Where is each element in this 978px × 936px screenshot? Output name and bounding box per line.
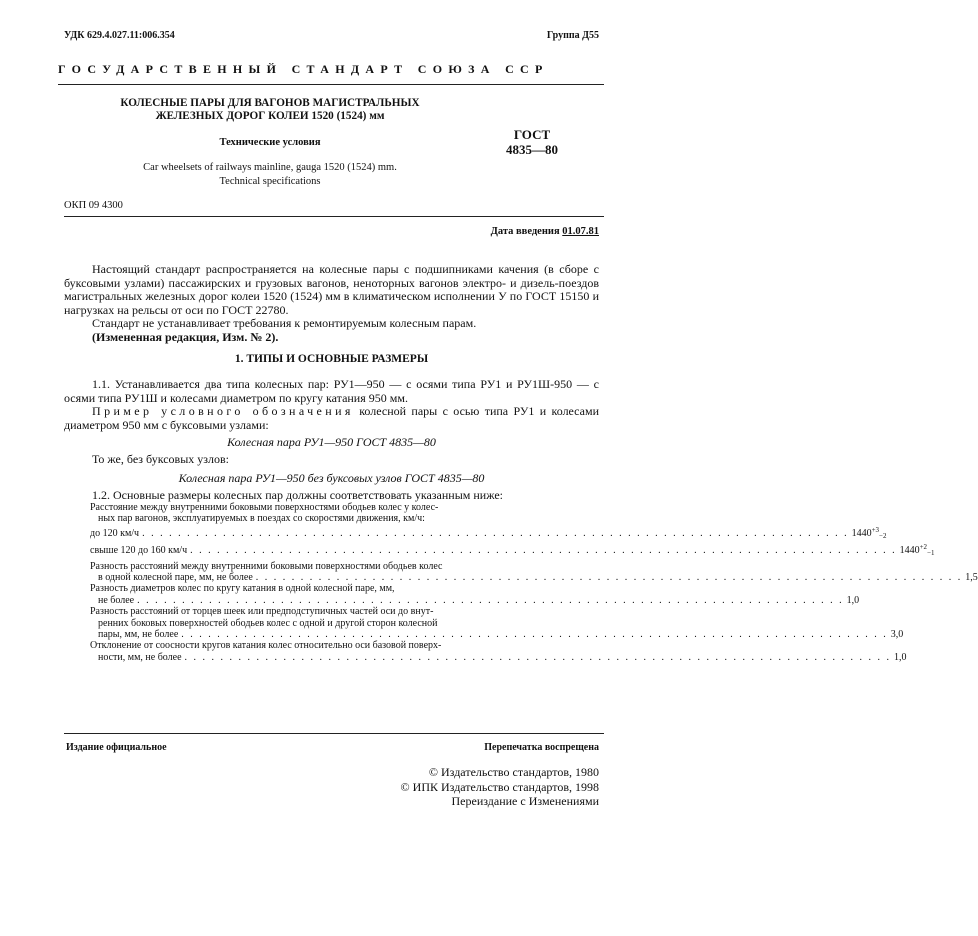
leader-dots: . . . . . . . . . . . . . . . . . . . . . . . . . . . . . . . . . . . . . . . . . . . . . . . . . . . . . . . . . . . . . . . . . . . . . . . . . . . . . . .: [255, 572, 963, 584]
dim-4-row: [90, 629, 904, 641]
english-title: [60, 161, 480, 188]
copyright-block: [299, 765, 599, 809]
intro-block: [64, 263, 599, 345]
designation-example-2: Колесная пара РУ1—950 без буксовых узлов ГОСТ 4835—80: [178, 470, 485, 485]
dim-row-value: 1,0: [846, 594, 860, 606]
dim-row-value: 1,0: [894, 651, 907, 663]
leader-dots: . . . . . . . . . . . . . . . . . . . . . . . . . . . . . . . . . . . . . . . . . . . . . . . . . . . . . . . . . . . . . . . . . . . . . . . . . . . . . . .: [142, 527, 849, 539]
dim-4-line-2: ренних боковых поверхностей ободьев колес с одной и другой сторон колесной: [98, 617, 438, 629]
gost-number: 4835—80: [506, 142, 558, 157]
copyright-1980: © Издательство стандартов, 1980: [428, 765, 599, 779]
okp-divider: [64, 216, 604, 217]
udk-code: УДК 629.4.027.11:006.354: [64, 30, 175, 41]
dim-row-label: пары, мм, не более: [98, 629, 179, 641]
paragraph-1-1: 1.1. Устанавливается два типа колесных пар: РУ1—950 — с осями типа РУ1 и РУ1Ш-950 — с осями типа РУ1Ш и колесами диаметром по кругу катания 950 мм.: [64, 377, 599, 405]
title-line-1: КОЛЕСНЫЕ ПАРЫ ДЛЯ ВАГОНОВ МАГИСТРАЛЬНЫХ: [120, 97, 420, 109]
designation-example-1: Колесная пара РУ1—950 ГОСТ 4835—80: [227, 435, 436, 450]
leader-dots: . . . . . . . . . . . . . . . . . . . . . . . . . . . . . . . . . . . . . . . . . . . . . . . . . . . . . . . . . . . . . . . . . . . . . . . . . . . . . . .: [184, 651, 892, 663]
dim-row-label: не более: [98, 594, 135, 606]
top-divider: [58, 84, 604, 85]
dim-row-value: $1440^{+2}_{-1}$: [899, 543, 935, 558]
dim-3-row: [90, 594, 860, 606]
leader-dots: . . . . . . . . . . . . . . . . . . . . . . . . . . . . . . . . . . . . . . . . . . . . . . . . . . . . . . . . . . . . . . . . . . . . . . . . . . . . . . .: [190, 545, 897, 557]
dim-3-line-1: Разность диаметров колес по кругу катания в одной колесной паре, мм,: [90, 583, 395, 595]
dim-5-row: [90, 651, 907, 663]
dim-row-value: $1440^{+3}_{-2}$: [851, 525, 887, 540]
dim-2-line-1: Разность расстояний между внутренними боковыми поверхностями ободьев колес: [90, 560, 443, 572]
dim-row-label: ности, мм, не более: [98, 651, 182, 663]
introduction-date-value: 01.07.81: [562, 226, 599, 237]
dimensions-list: [90, 502, 978, 663]
edition-note: (Измененная редакция, Изм. № 2).: [92, 329, 279, 344]
same-without-units: То же, без буксовых узлов:: [92, 451, 230, 466]
example-spaced-label: Пример условного обозначения: [92, 404, 354, 419]
english-title-line-1: Car wheelsets of railways mainline, gauga 1520 (1524) mm.: [143, 162, 397, 173]
dim-1-line-1: Расстояние между внутренними боковыми поверхностями ободьев колес у колес-: [90, 502, 439, 513]
dim-row-value: 3,0: [890, 629, 904, 641]
official-edition: Издание официальное: [66, 742, 167, 753]
example-paragraph: [64, 405, 599, 432]
dim-row-label: до 120 км/ч: [90, 527, 140, 539]
intro-paragraph: Настоящий стандарт распространяется на колесные пары с подшипниками качения (в сборе с буксовыми узлами) пассажирских и грузовых вагонов, неноторных вагонов электро- и дизель-поездов магистральных железных дорог колеи 1520 (1524) мм в климатическом исполнении У по ГОСТ 15150 и нагрузках на рельсы от оси по ГОСТ 22780.: [64, 262, 599, 317]
group-code: Группа Д55: [546, 30, 599, 41]
copyright-1998: © ИПК Издательство стандартов, 1998: [400, 779, 599, 794]
dim-row-value: 1,5: [965, 572, 978, 584]
dim-2-row: [90, 572, 978, 584]
technical-conditions: Технические условия: [219, 137, 321, 148]
english-title-line-2: Technical specifications: [219, 175, 321, 187]
dim-5-line-1: Отклонение от соосности кругов катания колес относительно оси базовой поверх-: [90, 640, 442, 652]
section-1-title: 1. ТИПЫ И ОСНОВНЫЕ РАЗМЕРЫ: [234, 353, 429, 365]
title-line-2: ЖЕЛЕЗНЫХ ДОРОГ КОЛЕИ 1520 (1524) мм: [155, 109, 385, 122]
gost-designation: [482, 127, 582, 157]
state-standard-heading: ГОСУДАРСТВЕННЫЙ СТАНДАРТ СОЮЗА ССР: [58, 62, 549, 76]
introduction-date-label: Дата введения: [490, 226, 560, 237]
repair-note: Стандарт не устанавливает требования к ремонтируемым колесным парам.: [92, 316, 477, 331]
introduction-date: [491, 226, 599, 237]
standard-title: [60, 97, 480, 122]
example-text: колесной пары с осью типа РУ1 и колесами диаметром 950 мм с буксовыми узлами:: [64, 404, 599, 432]
dim-row-label: свыше 120 до 160 км/ч: [90, 545, 188, 557]
reprint-prohibited: Перепечатка воспрещена: [484, 742, 599, 753]
dim-1-line-2: ных пар вагонов, эксплуатируемых в поездах со скоростями движения, км/ч:: [98, 513, 425, 525]
dim-row-label: в одной колесной паре, мм, не более: [98, 572, 253, 584]
dim-4-line-1: Разность расстояний от торцев шеек или предподступичных частей оси до внут-: [90, 606, 434, 618]
dim-row-up-to-120: [90, 525, 887, 540]
leader-dots: . . . . . . . . . . . . . . . . . . . . . . . . . . . . . . . . . . . . . . . . . . . . . . . . . . . . . . . . . . . . . . . . . . . . . . . . . . . . . . .: [181, 629, 888, 641]
reissue-note: Переиздание с Изменениями: [451, 794, 599, 808]
dim-row-120-160: [90, 543, 935, 558]
footer-divider: [64, 733, 604, 734]
leader-dots: . . . . . . . . . . . . . . . . . . . . . . . . . . . . . . . . . . . . . . . . . . . . . . . . . . . . . . . . . . . . . . . . . . . . . . . . . . . . . . .: [137, 594, 844, 606]
gost-label: ГОСТ: [513, 127, 551, 142]
okp-code: ОКП 09 4300: [64, 200, 123, 211]
paragraph-1-2: 1.2. Основные размеры колесных пар должны соответствовать указанным ниже:: [92, 488, 504, 503]
section-1-body: [64, 378, 599, 503]
